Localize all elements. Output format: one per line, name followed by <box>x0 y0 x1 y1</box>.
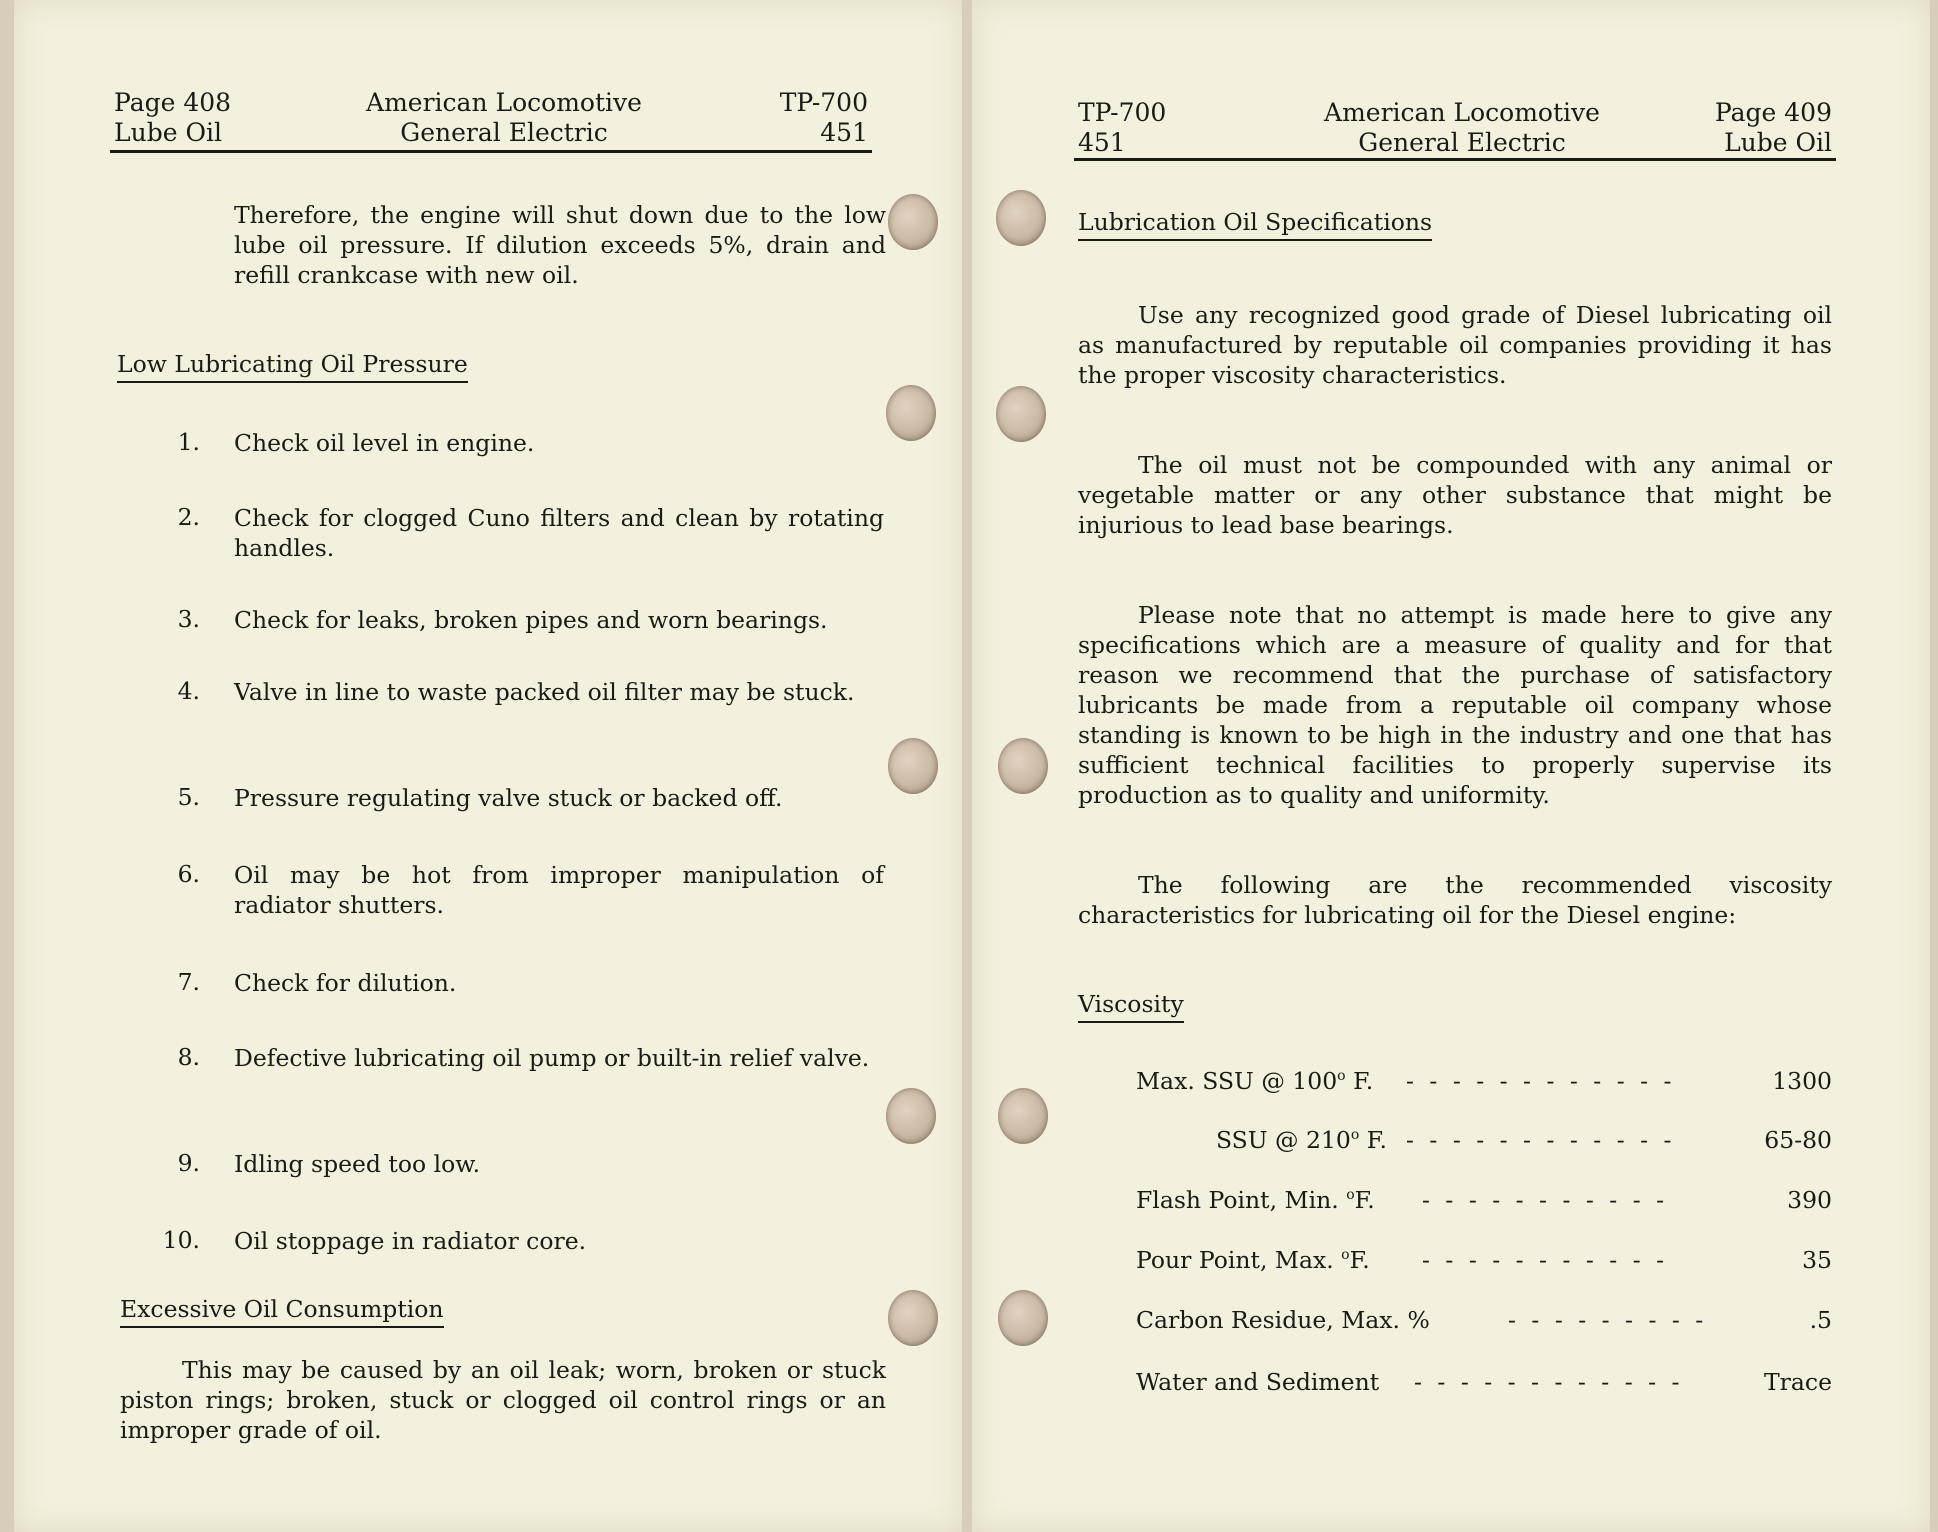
company-line-2: General Electric <box>1358 128 1566 157</box>
company-line-1: American Locomotive <box>1324 98 1600 127</box>
list-item-number: 9. <box>177 1149 200 1177</box>
list-item-number: 3. <box>177 605 200 633</box>
list-item-number: 2. <box>177 503 200 531</box>
leader-dashes: - - - - - - - - - - - <box>1422 1186 1669 1214</box>
spec-paragraph: The following are the recommended viscosity characteristics for lubricating oil for the Diesel engine: <box>1078 871 1832 929</box>
header-rule <box>110 150 872 153</box>
company-line-2: General Electric <box>400 118 608 147</box>
spec-value: 1300 <box>1772 1067 1832 1095</box>
spec-value: 65-80 <box>1764 1126 1832 1154</box>
spec-label: Pour Point, Max. $^o$F. <box>1136 1246 1370 1274</box>
page-number: Page 408 <box>114 88 232 117</box>
list-item: Defective lubricating oil pump or built-in relief valve. <box>234 1044 870 1072</box>
spec-paragraph: The oil must not be compounded with any animal or vegetable matter or any other substance that might be injurious to lead base bearings. <box>1078 451 1832 539</box>
intro-paragraph: Therefore, the engine will shut down due to the low lube oil pressure. If dilution exceeds 5%, drain and refill crankcase with new oil. <box>234 201 886 289</box>
binder-hole <box>998 738 1048 794</box>
list-item: Check oil level in engine. <box>234 429 535 457</box>
viscosity-heading: Viscosity <box>1078 990 1184 1023</box>
left-page <box>14 0 962 1532</box>
binder-hole <box>998 1088 1048 1144</box>
binder-hole <box>888 194 938 250</box>
leader-dashes: - - - - - - - - - - - - <box>1406 1126 1676 1154</box>
spec-value: Trace <box>1764 1368 1832 1396</box>
spec-value: 390 <box>1787 1186 1832 1214</box>
list-item-number: 1. <box>177 428 200 456</box>
spec-label: Carbon Residue, Max. % <box>1136 1306 1430 1334</box>
section-label: Lube Oil <box>114 118 222 147</box>
page-number: Page 409 <box>1714 98 1832 127</box>
binder-hole <box>996 386 1046 442</box>
header-rule <box>1074 158 1836 161</box>
low-pressure-heading: Low Lubricating Oil Pressure <box>117 350 468 383</box>
spec-label: Flash Point, Min. $^o$F. <box>1136 1186 1375 1214</box>
binder-hole <box>888 1290 938 1346</box>
binder-hole <box>996 190 1046 246</box>
spec-label: SSU @ 210$^o$ F. <box>1216 1126 1387 1154</box>
binder-hole <box>998 1290 1048 1346</box>
list-item: Check for dilution. <box>234 969 457 997</box>
excessive-consumption-heading: Excessive Oil Consumption <box>120 1295 444 1328</box>
list-item: Idling speed too low. <box>234 1150 481 1178</box>
list-item: Valve in line to waste packed oil filter may be stuck. <box>234 678 855 706</box>
list-item: Oil may be hot from improper manipulation of radiator shutters. <box>234 861 884 919</box>
list-item: Check for leaks, broken pipes and worn bearings. <box>234 606 828 634</box>
spec-label: Water and Sediment <box>1136 1368 1380 1396</box>
list-item-number: 8. <box>177 1043 200 1071</box>
list-item: Check for clogged Cuno filters and clean by rotating handles. <box>234 504 884 562</box>
list-item-number: 7. <box>177 968 200 996</box>
list-item-number: 10. <box>162 1226 200 1254</box>
spec-heading: Lubrication Oil Specifications <box>1078 208 1432 241</box>
doc-number: 451 <box>820 118 868 147</box>
leader-dashes: - - - - - - - - - - - <box>1422 1246 1669 1274</box>
binder-hole <box>886 385 936 441</box>
list-item: Pressure regulating valve stuck or backed off. <box>234 784 783 812</box>
leader-dashes: - - - - - - - - - <box>1508 1306 1708 1334</box>
spec-value: .5 <box>1809 1306 1832 1334</box>
spec-value: 35 <box>1802 1246 1832 1274</box>
doc-code: TP-700 <box>779 88 868 117</box>
right-page <box>972 0 1930 1532</box>
section-label: Lube Oil <box>1724 128 1832 157</box>
binder-hole <box>886 1088 936 1144</box>
list-item-number: 6. <box>177 860 200 888</box>
leader-dashes: - - - - - - - - - - - - <box>1406 1067 1676 1095</box>
doc-code: TP-700 <box>1078 98 1167 127</box>
list-item-number: 5. <box>177 783 200 811</box>
spec-paragraph: Use any recognized good grade of Diesel lubricating oil as manufactured by reputable oil companies providing it has the proper viscosity characteristics. <box>1078 301 1832 389</box>
spec-paragraph: Please note that no attempt is made here to give any specifications which are a measure of quality and for that reason we recommend that the purchase of satisfactory lubricants be made from a reputable oil company whose standing is known to be high in the industry and one that has sufficient technical facilities to properly supervise its production as to quality and uniformity. <box>1078 601 1832 809</box>
binder-hole <box>888 738 938 794</box>
list-item: Oil stoppage in radiator core. <box>234 1227 587 1255</box>
leader-dashes: - - - - - - - - - - - - <box>1414 1368 1684 1396</box>
spec-label: Max. SSU @ 100$^o$ F. <box>1136 1067 1374 1095</box>
list-item-number: 4. <box>177 677 200 705</box>
doc-number: 451 <box>1078 128 1126 157</box>
excessive-consumption-text: This may be caused by an oil leak; worn, broken or stuck piston rings; broken, stuck or clogged oil control rings or an improper grade of oil. <box>120 1356 886 1444</box>
company-line-1: American Locomotive <box>366 88 642 117</box>
